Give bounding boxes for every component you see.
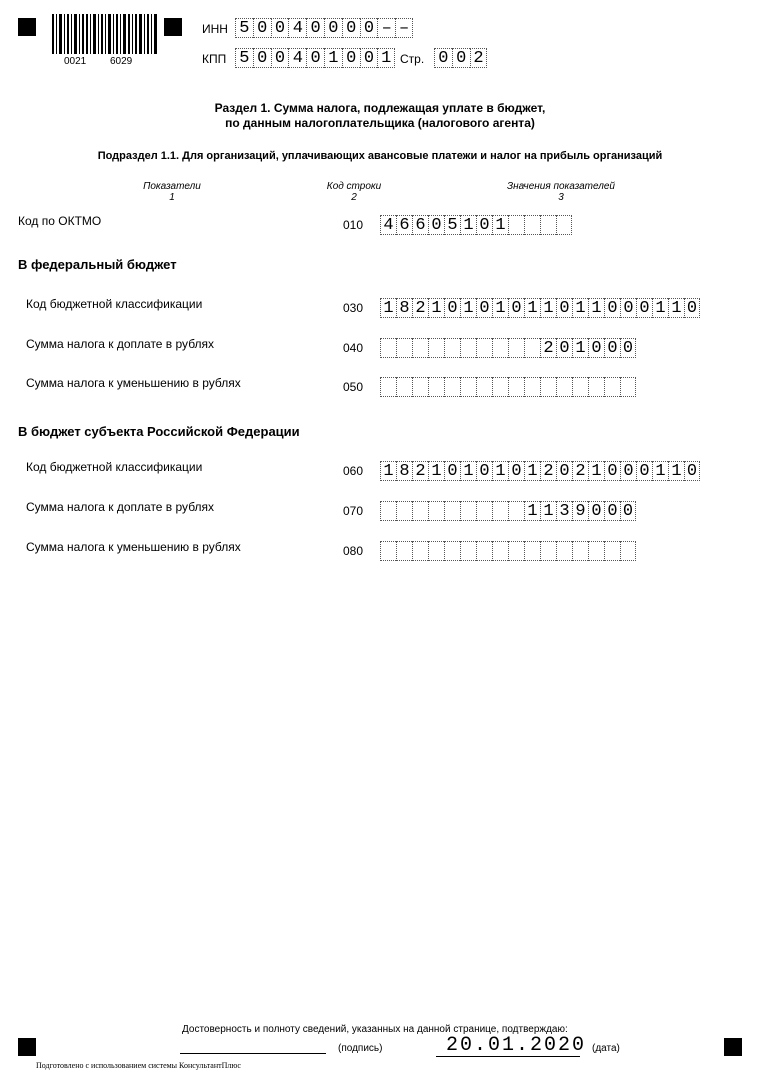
form-cell [588,541,604,561]
form-cell: 1 [572,338,588,358]
federal-budget-heading: В федеральный бюджет [18,257,177,272]
form-cell: 6 [412,215,428,235]
corner-marker-bottom-left [18,1038,36,1056]
form-cell [492,377,508,397]
form-cell [508,541,524,561]
regional-pay-code: 070 [343,504,364,518]
regional-decrease-cells [380,541,636,561]
form-cell: 0 [306,18,324,38]
corner-marker-bottom-right [724,1038,742,1056]
form-cell: 0 [620,298,636,318]
form-cell [428,501,444,521]
subsection-title: Подраздел 1.1. Для организаций, уплачивающих авансовые платежи и налог на прибыль организаций [97,150,663,162]
form-cell: 0 [556,461,572,481]
form-cell [524,541,540,561]
form-cell: 1 [460,215,476,235]
form-cell: 0 [620,338,636,358]
form-cell: 0 [604,461,620,481]
form-cell: 0 [684,298,700,318]
form-cell: 2 [470,48,488,68]
form-cell [492,501,508,521]
form-cell [620,377,636,397]
federal-decrease-cells [380,377,636,397]
form-cell [412,338,428,358]
form-cell [460,541,476,561]
kpp-label: КПП [202,52,227,66]
form-cell [492,338,508,358]
form-cell [396,377,412,397]
regional-decrease-code: 080 [343,544,364,558]
form-cell [428,338,444,358]
form-cell: 1 [460,461,476,481]
form-cell: 1 [572,298,588,318]
form-cell: 0 [556,298,572,318]
column-header-values-label: Значения показателей [506,181,615,192]
date-line [436,1056,580,1057]
oktmo-label: Код по ОКТМО [18,214,102,228]
form-cell [380,541,396,561]
form-cell: 5 [235,48,253,68]
form-cell: 1 [380,461,396,481]
form-cell [444,338,460,358]
form-cell: 1 [588,461,604,481]
confirmation-text: Достоверность и полноту сведений, указанных на данной странице, подтверждаю: [182,1024,568,1035]
form-cell [508,215,524,235]
form-cell: 1 [492,215,508,235]
form-cell [444,501,460,521]
form-cell: 1 [492,298,508,318]
form-cell: 0 [360,18,378,38]
form-cell: 1 [588,298,604,318]
form-cell [524,338,540,358]
regional-pay-cells [380,501,636,521]
credit-text: Подготовлено с использованием системы КонсультантПлюс [36,1061,241,1070]
form-cell: 0 [476,215,492,235]
regional-kbk-label: Код бюджетной классификации [26,460,203,474]
federal-pay-label: Сумма налога к доплате в рублях [26,337,215,351]
form-cell [476,377,492,397]
form-cell: 0 [271,48,289,68]
signature-line [180,1053,326,1054]
form-cell: 2 [540,338,556,358]
form-cell [412,501,428,521]
form-cell: 4 [380,215,396,235]
form-cell: 1 [524,501,540,521]
form-cell: 5 [235,18,253,38]
form-cell: 0 [444,461,460,481]
form-cell [460,501,476,521]
form-cell: 0 [588,338,604,358]
form-cell [380,338,396,358]
form-cell [396,338,412,358]
regional-pay-label: Сумма налога к доплате в рублях [26,500,215,514]
form-cell: 9 [572,501,588,521]
federal-decrease-label: Сумма налога к уменьшению в рублях [26,376,241,390]
form-cell [540,377,556,397]
form-cell: 5 [444,215,460,235]
form-cell [460,338,476,358]
date-value: 20.01.2020 [446,1034,587,1057]
form-cell: 8 [396,461,412,481]
form-cell: 1 [428,461,444,481]
form-cell: 0 [444,298,460,318]
form-cell [444,377,460,397]
column-header-line-code [304,181,404,203]
section-title-line1: Раздел 1. Сумма налога, подлежащая уплате в бюджет, [214,101,546,115]
federal-kbk-cells [380,298,700,318]
form-cell: 1 [492,461,508,481]
form-cell [604,377,620,397]
section-title-line2: по данным налогоплательщика (налогового агента) [225,116,535,130]
inn-cells [235,18,413,38]
form-cell [396,501,412,521]
form-cell [572,541,588,561]
federal-decrease-code: 050 [343,380,364,394]
form-cell: 0 [556,338,572,358]
form-cell [540,215,556,235]
federal-kbk-code: 030 [343,301,364,315]
form-cell: 2 [412,461,428,481]
form-cell [524,215,540,235]
page-label: Стр. [400,52,425,66]
form-cell [380,377,396,397]
form-cell [556,377,572,397]
form-cell: 4 [288,48,306,68]
form-cell: 1 [524,461,540,481]
form-cell: 1 [524,298,540,318]
form-cell [412,541,428,561]
form-cell [476,501,492,521]
column-header-line-code-label: Код строки [326,181,382,192]
form-cell [508,377,524,397]
date-label: (дата) [592,1043,620,1054]
form-cell [428,377,444,397]
form-cell: 0 [588,501,604,521]
federal-kbk-label: Код бюджетной классификации [26,297,203,311]
federal-pay-code: 040 [343,341,364,355]
form-cell: 0 [508,298,524,318]
form-cell: 0 [434,48,452,68]
form-cell: 0 [428,215,444,235]
form-cell [396,541,412,561]
oktmo-cells [380,215,572,235]
form-cell: 1 [380,298,396,318]
form-cell: 1 [652,298,668,318]
form-cell [540,541,556,561]
form-cell [380,501,396,521]
form-cell: 8 [396,298,412,318]
column-header-values-num: 3 [558,192,564,203]
form-cell [444,541,460,561]
column-header-indicators [122,181,222,203]
form-cell [476,541,492,561]
form-cell: 0 [306,48,324,68]
form-cell: 0 [636,461,652,481]
barcode-image [52,14,158,54]
column-header-line-code-num: 2 [351,192,357,203]
oktmo-line-code: 010 [343,218,364,232]
form-cell [492,541,508,561]
form-cell: 0 [253,48,271,68]
form-cell [572,377,588,397]
regional-kbk-cells [380,461,700,481]
form-cell [412,377,428,397]
corner-marker-top-left [18,18,36,36]
form-cell: 0 [684,461,700,481]
barcode-number-right: 6029 [110,56,133,67]
signature-label: (подпись) [338,1043,383,1054]
form-cell [476,338,492,358]
form-cell: 1 [428,298,444,318]
form-cell [508,501,524,521]
form-cell: 0 [604,338,620,358]
form-cell [524,377,540,397]
form-cell: 0 [360,48,378,68]
form-cell: 2 [540,461,556,481]
page-cells [434,48,487,68]
form-cell: 0 [476,461,492,481]
form-cell: 4 [288,18,306,38]
inn-label: ИНН [202,22,228,36]
regional-kbk-code: 060 [343,464,364,478]
form-cell: 1 [540,298,556,318]
form-cell: 0 [271,18,289,38]
form-cell: 0 [604,298,620,318]
form-cell: 6 [396,215,412,235]
form-cell: 0 [324,18,342,38]
column-header-indicators-num: 1 [169,192,175,203]
federal-pay-cells [380,338,636,358]
form-cell [508,338,524,358]
barcode-number-left: 0021 [64,56,87,67]
form-cell: 0 [620,461,636,481]
form-cell: 0 [342,48,360,68]
form-cell: 0 [342,18,360,38]
form-cell [604,541,620,561]
column-header-indicators-label: Показатели [143,181,201,192]
form-cell: 3 [556,501,572,521]
kpp-cells [235,48,395,68]
form-cell: 2 [412,298,428,318]
regional-decrease-label: Сумма налога к уменьшению в рублях [26,540,241,554]
form-cell: – [395,18,413,38]
form-cell: – [377,18,395,38]
form-cell: 0 [636,298,652,318]
form-cell: 1 [460,298,476,318]
form-cell [588,377,604,397]
form-cell [556,215,572,235]
form-cell [460,377,476,397]
form-cell: 0 [620,501,636,521]
form-cell [556,541,572,561]
form-cell: 0 [253,18,271,38]
form-cell [620,541,636,561]
column-header-values [496,181,626,203]
form-cell: 0 [508,461,524,481]
form-cell: 1 [652,461,668,481]
regional-budget-heading: В бюджет субъекта Российской Федерации [18,424,300,439]
form-cell: 0 [476,298,492,318]
form-cell: 1 [377,48,395,68]
form-cell: 1 [324,48,342,68]
form-cell: 1 [540,501,556,521]
form-cell: 0 [604,501,620,521]
corner-marker-top-right [164,18,182,36]
form-cell [428,541,444,561]
form-cell: 1 [668,461,684,481]
form-cell: 1 [668,298,684,318]
form-cell: 0 [452,48,470,68]
form-cell: 2 [572,461,588,481]
